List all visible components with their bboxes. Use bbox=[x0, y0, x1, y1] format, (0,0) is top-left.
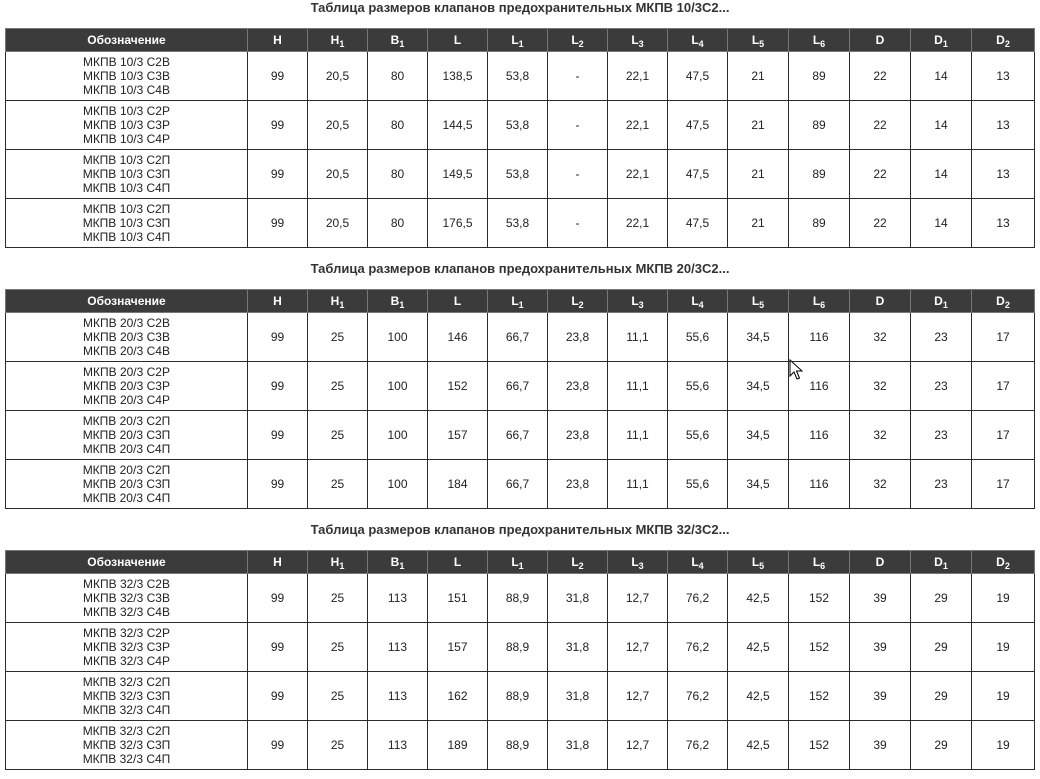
value-cell: 20,5 bbox=[308, 150, 368, 199]
value-cell: 34,5 bbox=[728, 460, 789, 509]
table-title-32: Таблица размеров клапанов предохранительных МКПВ 32/3С2... bbox=[310, 522, 730, 537]
value-cell: 157 bbox=[428, 411, 488, 460]
value-cell: 66,7 bbox=[488, 362, 548, 411]
value-cell: 13 bbox=[972, 150, 1035, 199]
value-cell: 152 bbox=[789, 672, 850, 721]
designation-cell: МКПВ 10/3 С2В МКПВ 10/3 С3В МКПВ 10/3 С4В bbox=[6, 52, 248, 101]
value-cell: 25 bbox=[308, 623, 368, 672]
table-row bbox=[6, 672, 1035, 721]
value-cell: 99 bbox=[248, 411, 308, 460]
column-header: $L_4$ bbox=[668, 290, 728, 313]
value-cell: 100 bbox=[368, 411, 428, 460]
value-cell: 184 bbox=[428, 460, 488, 509]
table-title-10: Таблица размеров клапанов предохранительных МКПВ 10/3С2... bbox=[310, 0, 730, 15]
column-header: $L_1$ bbox=[488, 290, 548, 313]
value-cell: 99 bbox=[248, 362, 308, 411]
value-cell: 47,5 bbox=[668, 150, 728, 199]
value-cell: 14 bbox=[911, 101, 972, 150]
column-header: H bbox=[248, 551, 308, 574]
value-cell: 34,5 bbox=[728, 362, 789, 411]
value-cell: 99 bbox=[248, 672, 308, 721]
value-cell: 14 bbox=[911, 199, 972, 248]
value-cell: 80 bbox=[368, 52, 428, 101]
value-cell: 22,1 bbox=[608, 150, 668, 199]
value-cell: 152 bbox=[428, 362, 488, 411]
column-header: Обозначение bbox=[6, 29, 248, 52]
value-cell: 152 bbox=[789, 574, 850, 623]
value-cell: 47,5 bbox=[668, 101, 728, 150]
value-cell: 100 bbox=[368, 313, 428, 362]
value-cell: 76,2 bbox=[668, 721, 728, 770]
designation-cell: МКПВ 20/3 С2В МКПВ 20/3 С3В МКПВ 20/3 С4В bbox=[6, 313, 248, 362]
designation-cell: МКПВ 10/3 С2П МКПВ 10/3 С3П МКПВ 10/3 С4П bbox=[6, 199, 248, 248]
value-cell: 189 bbox=[428, 721, 488, 770]
designation-cell: МКПВ 32/3 С2П МКПВ 32/3 С3П МКПВ 32/3 С4П bbox=[6, 721, 248, 770]
value-cell: 99 bbox=[248, 199, 308, 248]
value-cell: 99 bbox=[248, 150, 308, 199]
value-cell: 157 bbox=[428, 623, 488, 672]
column-header: $D_1$ bbox=[911, 29, 972, 52]
value-cell: 99 bbox=[248, 313, 308, 362]
value-cell: 22,1 bbox=[608, 101, 668, 150]
value-cell: 42,5 bbox=[728, 574, 789, 623]
value-cell: 25 bbox=[308, 672, 368, 721]
column-header: $L_3$ bbox=[608, 290, 668, 313]
column-header: $L_1$ bbox=[488, 29, 548, 52]
column-header: $B_1$ bbox=[368, 551, 428, 574]
value-cell: 25 bbox=[308, 313, 368, 362]
value-cell: 31,8 bbox=[548, 574, 608, 623]
column-header: $D_1$ bbox=[911, 290, 972, 313]
value-cell: 22,1 bbox=[608, 52, 668, 101]
value-cell: 20,5 bbox=[308, 101, 368, 150]
column-header: $H_1$ bbox=[308, 551, 368, 574]
designation-cell: МКПВ 20/3 С2П МКПВ 20/3 С3П МКПВ 20/3 С4П bbox=[6, 460, 248, 509]
value-cell: 13 bbox=[972, 199, 1035, 248]
value-cell: 76,2 bbox=[668, 672, 728, 721]
column-header: $L_2$ bbox=[548, 290, 608, 313]
value-cell: 12,7 bbox=[608, 623, 668, 672]
value-cell: 21 bbox=[728, 150, 789, 199]
value-cell: 11,1 bbox=[608, 460, 668, 509]
column-header: $L_4$ bbox=[668, 29, 728, 52]
value-cell: 152 bbox=[789, 721, 850, 770]
value-cell: 23,8 bbox=[548, 411, 608, 460]
column-header: $H_1$ bbox=[308, 29, 368, 52]
column-header: $L_5$ bbox=[728, 29, 789, 52]
column-header: H bbox=[248, 290, 308, 313]
value-cell: 34,5 bbox=[728, 313, 789, 362]
value-cell: 39 bbox=[850, 574, 911, 623]
table-row bbox=[6, 574, 1035, 623]
designation-cell: МКПВ 32/3 С2Р МКПВ 32/3 С3Р МКПВ 32/3 С4Р bbox=[6, 623, 248, 672]
column-header: $L_5$ bbox=[728, 551, 789, 574]
column-header: $H_1$ bbox=[308, 290, 368, 313]
value-cell: 31,8 bbox=[548, 623, 608, 672]
value-cell: 80 bbox=[368, 150, 428, 199]
value-cell: 25 bbox=[308, 411, 368, 460]
value-cell: 32 bbox=[850, 460, 911, 509]
value-cell: 23 bbox=[911, 362, 972, 411]
value-cell: 76,2 bbox=[668, 623, 728, 672]
value-cell: 31,8 bbox=[548, 672, 608, 721]
value-cell: 14 bbox=[911, 52, 972, 101]
value-cell: 99 bbox=[248, 52, 308, 101]
value-cell: 149,5 bbox=[428, 150, 488, 199]
value-cell: 89 bbox=[789, 199, 850, 248]
value-cell: 113 bbox=[368, 623, 428, 672]
column-header: $D_1$ bbox=[911, 551, 972, 574]
table-row bbox=[6, 199, 1035, 248]
value-cell: 42,5 bbox=[728, 672, 789, 721]
column-header: $L_6$ bbox=[789, 290, 850, 313]
size-table-10 bbox=[5, 28, 1035, 248]
value-cell: 39 bbox=[850, 672, 911, 721]
value-cell: 39 bbox=[850, 721, 911, 770]
value-cell: 29 bbox=[911, 672, 972, 721]
table-row bbox=[6, 721, 1035, 770]
value-cell: 23,8 bbox=[548, 313, 608, 362]
column-header: $B_1$ bbox=[368, 290, 428, 313]
value-cell: 25 bbox=[308, 362, 368, 411]
value-cell: 17 bbox=[972, 362, 1035, 411]
value-cell: 17 bbox=[972, 411, 1035, 460]
column-header: Обозначение bbox=[6, 290, 248, 313]
value-cell: 12,7 bbox=[608, 721, 668, 770]
value-cell: 66,7 bbox=[488, 313, 548, 362]
value-cell: 32 bbox=[850, 362, 911, 411]
column-header: $B_1$ bbox=[368, 29, 428, 52]
value-cell: 76,2 bbox=[668, 574, 728, 623]
value-cell: 29 bbox=[911, 623, 972, 672]
value-cell: 29 bbox=[911, 574, 972, 623]
value-cell: 22 bbox=[850, 101, 911, 150]
value-cell: 55,6 bbox=[668, 362, 728, 411]
value-cell: 55,6 bbox=[668, 460, 728, 509]
value-cell: 22 bbox=[850, 150, 911, 199]
value-cell: 13 bbox=[972, 101, 1035, 150]
value-cell: 25 bbox=[308, 574, 368, 623]
value-cell: 14 bbox=[911, 150, 972, 199]
value-cell: 146 bbox=[428, 313, 488, 362]
table-title-20: Таблица размеров клапанов предохранительных МКПВ 20/3С2... bbox=[310, 261, 730, 276]
designation-cell: МКПВ 10/3 С2Р МКПВ 10/3 С3Р МКПВ 10/3 С4Р bbox=[6, 101, 248, 150]
value-cell: 55,6 bbox=[668, 313, 728, 362]
value-cell: 89 bbox=[789, 150, 850, 199]
value-cell: 88,9 bbox=[488, 721, 548, 770]
value-cell: - bbox=[548, 52, 608, 101]
column-header: H bbox=[248, 29, 308, 52]
column-header: $L_4$ bbox=[668, 551, 728, 574]
value-cell: 32 bbox=[850, 313, 911, 362]
value-cell: 22 bbox=[850, 199, 911, 248]
designation-cell: МКПВ 10/3 С2П МКПВ 10/3 С3П МКПВ 10/3 С4П bbox=[6, 150, 248, 199]
value-cell: 53,8 bbox=[488, 52, 548, 101]
table-row bbox=[6, 460, 1035, 509]
value-cell: 42,5 bbox=[728, 721, 789, 770]
value-cell: 100 bbox=[368, 460, 428, 509]
value-cell: 113 bbox=[368, 672, 428, 721]
value-cell: 21 bbox=[728, 199, 789, 248]
value-cell: 22,1 bbox=[608, 199, 668, 248]
designation-cell: МКПВ 32/3 С2П МКПВ 32/3 С3П МКПВ 32/3 С4П bbox=[6, 672, 248, 721]
header-row bbox=[6, 290, 1035, 313]
value-cell: 25 bbox=[308, 460, 368, 509]
value-cell: 23 bbox=[911, 411, 972, 460]
value-cell: 42,5 bbox=[728, 623, 789, 672]
value-cell: 17 bbox=[972, 313, 1035, 362]
table-row bbox=[6, 52, 1035, 101]
value-cell: 23 bbox=[911, 313, 972, 362]
table-row bbox=[6, 313, 1035, 362]
value-cell: 11,1 bbox=[608, 313, 668, 362]
value-cell: 25 bbox=[308, 721, 368, 770]
table-row bbox=[6, 623, 1035, 672]
value-cell: 116 bbox=[789, 313, 850, 362]
value-cell: 29 bbox=[911, 721, 972, 770]
value-cell: 31,8 bbox=[548, 721, 608, 770]
value-cell: 17 bbox=[972, 460, 1035, 509]
header-row bbox=[6, 29, 1035, 52]
value-cell: 34,5 bbox=[728, 411, 789, 460]
value-cell: 19 bbox=[972, 672, 1035, 721]
value-cell: 12,7 bbox=[608, 574, 668, 623]
value-cell: 88,9 bbox=[488, 574, 548, 623]
value-cell: 19 bbox=[972, 574, 1035, 623]
value-cell: 138,5 bbox=[428, 52, 488, 101]
value-cell: - bbox=[548, 150, 608, 199]
column-header: L bbox=[428, 551, 488, 574]
value-cell: 11,1 bbox=[608, 362, 668, 411]
size-table-32 bbox=[5, 550, 1035, 770]
table-row bbox=[6, 101, 1035, 150]
header-row bbox=[6, 551, 1035, 574]
value-cell: 11,1 bbox=[608, 411, 668, 460]
column-header: D bbox=[850, 29, 911, 52]
value-cell: 21 bbox=[728, 101, 789, 150]
column-header: $L_6$ bbox=[789, 29, 850, 52]
value-cell: 66,7 bbox=[488, 460, 548, 509]
value-cell: 53,8 bbox=[488, 101, 548, 150]
value-cell: 113 bbox=[368, 574, 428, 623]
value-cell: 23,8 bbox=[548, 460, 608, 509]
column-header: L bbox=[428, 29, 488, 52]
value-cell: 89 bbox=[789, 52, 850, 101]
value-cell: 88,9 bbox=[488, 623, 548, 672]
value-cell: 39 bbox=[850, 623, 911, 672]
value-cell: - bbox=[548, 101, 608, 150]
value-cell: 32 bbox=[850, 411, 911, 460]
designation-cell: МКПВ 20/3 С2П МКПВ 20/3 С3П МКПВ 20/3 С4П bbox=[6, 411, 248, 460]
value-cell: 89 bbox=[789, 101, 850, 150]
value-cell: 99 bbox=[248, 460, 308, 509]
value-cell: 176,5 bbox=[428, 199, 488, 248]
column-header: $D_2$ bbox=[972, 29, 1035, 52]
value-cell: 88,9 bbox=[488, 672, 548, 721]
column-header: Обозначение bbox=[6, 551, 248, 574]
value-cell: - bbox=[548, 199, 608, 248]
value-cell: 47,5 bbox=[668, 52, 728, 101]
value-cell: 99 bbox=[248, 623, 308, 672]
column-header: D bbox=[850, 290, 911, 313]
value-cell: 20,5 bbox=[308, 199, 368, 248]
value-cell: 20,5 bbox=[308, 52, 368, 101]
value-cell: 144,5 bbox=[428, 101, 488, 150]
column-header: $L_2$ bbox=[548, 551, 608, 574]
column-header: $L_5$ bbox=[728, 290, 789, 313]
value-cell: 13 bbox=[972, 52, 1035, 101]
value-cell: 80 bbox=[368, 101, 428, 150]
value-cell: 66,7 bbox=[488, 411, 548, 460]
value-cell: 113 bbox=[368, 721, 428, 770]
value-cell: 99 bbox=[248, 721, 308, 770]
designation-cell: МКПВ 32/3 С2В МКПВ 32/3 С3В МКПВ 32/3 С4В bbox=[6, 574, 248, 623]
column-header: $D_2$ bbox=[972, 551, 1035, 574]
value-cell: 19 bbox=[972, 721, 1035, 770]
table-row bbox=[6, 150, 1035, 199]
column-header: $L_6$ bbox=[789, 551, 850, 574]
column-header: $L_1$ bbox=[488, 551, 548, 574]
column-header: $L_2$ bbox=[548, 29, 608, 52]
value-cell: 99 bbox=[248, 101, 308, 150]
value-cell: 53,8 bbox=[488, 150, 548, 199]
mouse-pointer-icon bbox=[789, 359, 803, 381]
value-cell: 116 bbox=[789, 460, 850, 509]
value-cell: 162 bbox=[428, 672, 488, 721]
value-cell: 116 bbox=[789, 362, 850, 411]
value-cell: 152 bbox=[789, 623, 850, 672]
value-cell: 23 bbox=[911, 460, 972, 509]
value-cell: 100 bbox=[368, 362, 428, 411]
column-header: $D_2$ bbox=[972, 290, 1035, 313]
value-cell: 53,8 bbox=[488, 199, 548, 248]
value-cell: 23,8 bbox=[548, 362, 608, 411]
value-cell: 55,6 bbox=[668, 411, 728, 460]
value-cell: 80 bbox=[368, 199, 428, 248]
value-cell: 22 bbox=[850, 52, 911, 101]
value-cell: 99 bbox=[248, 574, 308, 623]
value-cell: 12,7 bbox=[608, 672, 668, 721]
value-cell: 116 bbox=[789, 411, 850, 460]
value-cell: 21 bbox=[728, 52, 789, 101]
column-header: D bbox=[850, 551, 911, 574]
table-row bbox=[6, 362, 1035, 411]
column-header: $L_3$ bbox=[608, 29, 668, 52]
size-table-20 bbox=[5, 289, 1035, 509]
value-cell: 151 bbox=[428, 574, 488, 623]
designation-cell: МКПВ 20/3 С2Р МКПВ 20/3 С3Р МКПВ 20/3 С4Р bbox=[6, 362, 248, 411]
table-row bbox=[6, 411, 1035, 460]
value-cell: 47,5 bbox=[668, 199, 728, 248]
value-cell: 19 bbox=[972, 623, 1035, 672]
column-header: $L_3$ bbox=[608, 551, 668, 574]
column-header: L bbox=[428, 290, 488, 313]
